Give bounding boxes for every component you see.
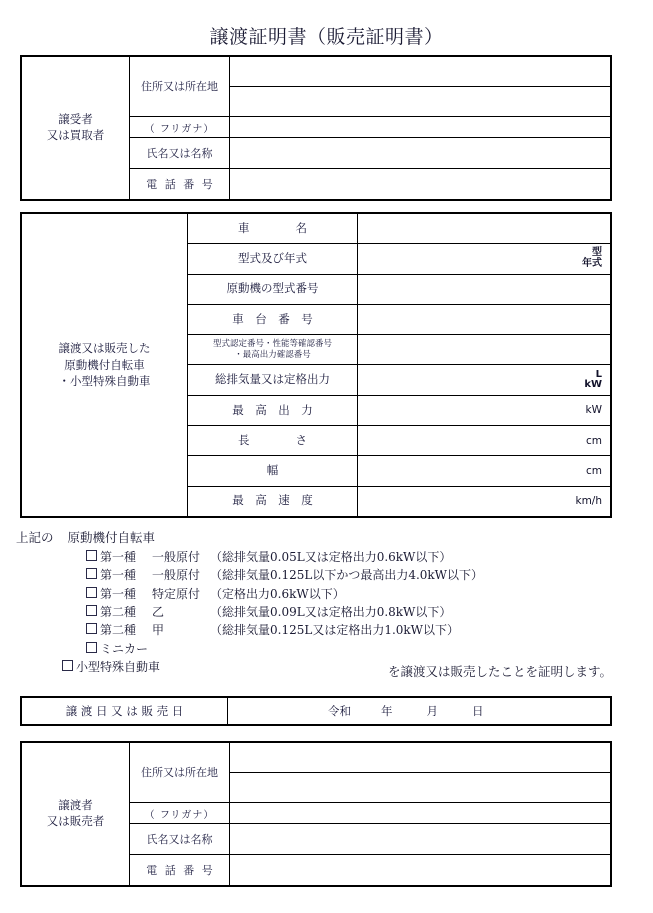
classification-option-4[interactable] — [16, 621, 636, 639]
classification-option-4-type: 甲 — [152, 623, 165, 638]
certify-statement: を譲渡又は販売したことを証明します。 — [387, 664, 612, 679]
checkbox-icon[interactable] — [86, 605, 97, 616]
vehicle-max-output-value[interactable] — [358, 396, 610, 425]
classification-option-0-type: 一般原付 — [152, 550, 201, 564]
seller-address-line1[interactable] — [230, 743, 610, 773]
seller-address-value[interactable] — [230, 743, 610, 802]
vehicle-width-value[interactable] — [358, 456, 610, 485]
vehicle-model-year-label: 型式及び年式 — [188, 244, 358, 273]
classification-option-5[interactable] — [16, 640, 636, 658]
classification-option-4-kind: 第二種 — [100, 623, 137, 638]
buyer-address-row — [130, 57, 610, 117]
checkbox-icon[interactable] — [86, 623, 97, 634]
seller-address-line2[interactable] — [230, 773, 610, 802]
checkbox-icon[interactable] — [86, 642, 97, 653]
classification-option-6-kind: 小型特殊自動車 — [76, 660, 161, 675]
classification-option-4-desc: （総排気量0.125L又は定格出力1.0kW以下） — [210, 623, 460, 638]
vehicle-row-model-year — [188, 244, 610, 274]
seller-name-label: 氏名又は名称 — [130, 824, 230, 854]
vehicle-max-speed-value[interactable] — [358, 487, 610, 516]
classification-option-1[interactable] — [16, 566, 636, 584]
buyer-tel-value[interactable] — [230, 169, 610, 199]
buyer-side-label-line1: 譲受者 — [58, 112, 93, 127]
date-day-unit: 日 — [472, 704, 484, 718]
vehicle-model-year-unit — [582, 248, 602, 269]
buyer-address-line1[interactable] — [230, 57, 610, 87]
vehicle-width-label: 幅 — [188, 456, 358, 485]
classification-option-2-desc: （定格出力0.6kW以下） — [210, 586, 345, 601]
buyer-furigana-label: （ フリガナ） — [130, 117, 230, 137]
vehicle-frame-number-value[interactable] — [358, 305, 610, 334]
classification-option-3-desc: （総排気量0.09L又は定格出力0.8kW以下） — [210, 605, 452, 620]
date-year-unit: 年 — [381, 704, 393, 718]
seller-tel-value[interactable] — [230, 855, 610, 885]
classification-option-3-kind: 第二種 — [100, 605, 137, 620]
transfer-date-table — [20, 696, 612, 726]
seller-tel-row — [130, 855, 610, 885]
vehicle-row-max-speed — [188, 487, 610, 516]
vehicle-model-year-value[interactable] — [358, 244, 610, 273]
classification-heading-text: 原動機付自転車 — [67, 530, 156, 545]
buyer-furigana-row — [130, 117, 610, 138]
seller-side-label — [22, 743, 130, 885]
buyer-name-value[interactable] — [230, 138, 610, 168]
vehicle-unit-model: 型 — [592, 247, 602, 259]
buyer-tel-row — [130, 169, 610, 199]
vehicle-length-unit: cm — [585, 434, 602, 447]
buyer-address-line2[interactable] — [230, 87, 610, 116]
classification-option-3-type: 乙 — [152, 605, 165, 620]
seller-tel-label: 電 話 番 号 — [130, 855, 230, 885]
vehicle-engine-model-label: 原動機の型式番号 — [188, 275, 358, 304]
seller-name-value[interactable] — [230, 824, 610, 854]
vehicle-side-label-line3: ・小型特殊自動車 — [58, 374, 151, 389]
vehicle-max-output-unit: kW — [585, 404, 602, 417]
checkbox-icon[interactable] — [86, 587, 97, 598]
vehicle-max-speed-label: 最 高 速 度 — [188, 487, 358, 516]
vehicle-max-speed-unit: km/h — [575, 495, 602, 508]
vehicle-row-approval-number — [188, 335, 610, 365]
vehicle-length-label: 長 さ — [188, 426, 358, 455]
classification-section — [16, 528, 636, 677]
buyer-side-label-line2: 又は買取者 — [46, 128, 105, 142]
vehicle-side-label-line2: 原動機付自転車 — [64, 357, 145, 372]
transfer-date-value[interactable] — [228, 698, 610, 724]
vehicle-length-value[interactable] — [358, 426, 610, 455]
date-era: 令和 — [328, 704, 351, 718]
seller-furigana-label: （ フリガナ） — [130, 803, 230, 823]
buyer-side-label — [22, 57, 130, 199]
vehicle-approval-number-label-line2: ・最高出力確認番号 — [234, 349, 311, 360]
date-month-unit: 月 — [426, 704, 438, 718]
seller-furigana-value[interactable] — [230, 803, 610, 823]
vehicle-table — [20, 212, 612, 518]
vehicle-approval-number-label-line1: 型式認定番号・性能等確認番号 — [212, 339, 332, 350]
vehicle-row-frame-number — [188, 305, 610, 335]
vehicle-frame-number-label: 車 台 番 号 — [188, 305, 358, 334]
seller-name-row — [130, 824, 610, 855]
transfer-date-label: 譲 渡 日 又 は 販 売 日 — [22, 698, 228, 724]
classification-option-1-kind: 第一種 — [100, 568, 137, 583]
classification-option-1-desc: （総排気量0.125L以下かつ最高出力4.0kW以下） — [210, 568, 484, 583]
vehicle-row-width — [188, 456, 610, 486]
buyer-table — [20, 55, 612, 201]
vehicle-displacement-value[interactable] — [358, 365, 610, 394]
buyer-tel-label: 電 話 番 号 — [130, 169, 230, 199]
seller-side-label-line2: 又は販売者 — [46, 814, 105, 828]
classification-option-0-kind: 第一種 — [100, 550, 137, 564]
vehicle-row-displacement — [188, 365, 610, 395]
classification-option-2[interactable] — [16, 585, 636, 603]
classification-option-3[interactable] — [16, 603, 636, 621]
buyer-address-label: 住所又は所在地 — [130, 57, 230, 116]
classification-option-1-type: 一般原付 — [152, 568, 201, 583]
checkbox-icon[interactable] — [86, 550, 97, 561]
buyer-name-label: 氏名又は名称 — [130, 138, 230, 168]
vehicle-displacement-label: 総排気量又は定格出力 — [188, 365, 358, 394]
page-title: 譲渡証明書（販売証明書） — [209, 26, 444, 48]
vehicle-unit-kw: kW — [584, 379, 602, 391]
classification-heading-lead: 上記の — [16, 530, 54, 545]
vehicle-row-name — [188, 214, 610, 244]
vehicle-width-unit: cm — [585, 465, 602, 478]
vehicle-name-value[interactable] — [358, 214, 610, 243]
seller-address-row — [130, 743, 610, 803]
classification-option-0[interactable] — [16, 548, 636, 566]
vehicle-approval-number-label — [188, 335, 358, 364]
checkbox-icon[interactable] — [86, 568, 97, 579]
buyer-address-value[interactable] — [230, 57, 610, 116]
buyer-furigana-value[interactable] — [230, 117, 610, 137]
classification-option-0-desc: （総排気量0.05L又は定格出力0.6kW以下） — [210, 550, 452, 564]
classification-option-5-kind: ミニカー — [100, 641, 149, 656]
classification-option-list — [16, 548, 636, 677]
seller-furigana-row — [130, 803, 610, 824]
vehicle-row-engine-model — [188, 275, 610, 305]
seller-address-label: 住所又は所在地 — [130, 743, 230, 802]
vehicle-displacement-unit — [584, 370, 602, 391]
vehicle-row-max-output — [188, 396, 610, 426]
vehicle-row-length — [188, 426, 610, 456]
buyer-name-row — [130, 138, 610, 169]
classification-option-2-type: 特定原付 — [152, 586, 201, 601]
vehicle-unit-litre: L — [595, 368, 602, 380]
vehicle-unit-year: 年式 — [582, 257, 602, 269]
vehicle-max-output-label: 最 高 出 力 — [188, 396, 358, 425]
vehicle-side-label — [22, 214, 188, 516]
vehicle-name-label: 車 名 — [188, 214, 358, 243]
vehicle-approval-number-value[interactable] — [358, 335, 610, 364]
vehicle-side-label-line1: 譲渡又は販売した — [58, 340, 151, 355]
classification-heading — [16, 528, 636, 546]
vehicle-engine-model-value[interactable] — [358, 275, 610, 304]
seller-side-label-line1: 譲渡者 — [58, 798, 93, 813]
classification-option-2-kind: 第一種 — [100, 586, 137, 601]
seller-table — [20, 741, 612, 887]
